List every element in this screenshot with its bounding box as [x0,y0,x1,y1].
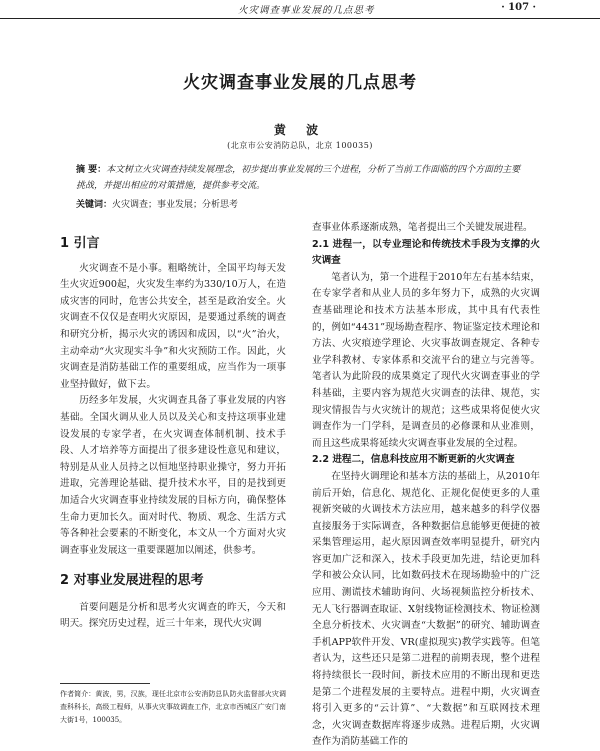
left-column [60,222,286,633]
footnote-divider [60,683,150,684]
keywords-label: 关键词： [76,200,113,210]
author-footnote: 作者简介：黄波，男，汉族，现任北京市公安消防总队防火监督部火灾调查科科长，高级工程师，从事火灾事故调查工作，北京市西城区广安门南大街1号，100035。 [60,690,286,724]
section-heading-introduction: 1 引言 [60,236,100,251]
abstract-label: 摘 要： [76,165,107,175]
section-heading-development: 2 对事业发展进程的思考 [60,573,204,589]
subsection-heading: 2.2 进程二，信息科技应用不断更新的火灾调查 [312,454,515,466]
author-affiliation: (北京市公安消防总队，北京 100035) [227,141,373,150]
paragraph: 查事业体系逐渐成熟，笔者提出三个关键发展进程。 [312,222,533,233]
page-number: · 107 · [501,2,536,13]
subsection-heading: 2.1 进程一，以专业理论和传统技术手段为支撑的火灾调查 [312,238,540,267]
paragraph: 火灾调查不是小事。粗略统计，全国平均每天发生火灾近900起，火灾发生率约为330/10万人，在造成灾害的同时，危害公共安全，甚至是政治安全。火灾调查不仅仅是查明火灾原因，是要通过系统的调查和研究分析，揭示火灾的诱因和成因，以“火”治火，主动牵动“火灾现实斗争”和火灾预防工作。因此，火灾调查是消防基础工作的重要组成，应当作为一项事业坚持做好，做下去。 [60,262,286,390]
running-header [0,0,600,19]
abstract-text: 本文树立火灾调查持续发展理念，初步提出事业发展的三个进程，分析了当前工作面临的四个方面的主要挑战，并提出相应的对策措施，提供参考交流。 [76,165,521,191]
paragraph: 笔者认为，第一个进程于2010年左右基本结束，在专家学者和从业人员的多年努力下，成熟的火灾调查基础理论和技术方法基本形成，其中具有代表性的，例如“4431”现场勘查程序、物证鉴定技术理论和方法、火灾痕迹学理论、火灾事故调查规定、各种专业学科教材、专家体系和交流平台的建立与完善等。笔者认为此阶段的成果奠定了现代火灾调查事业的学科基础，主要内容为规范火灾调查的法律、规范，实现灾情报告与火灾统计的规范；这些成果将促使火灾调查作为一门学科，是调查员的必修课和从业准则，而且这些成果将延续火灾调查事业发展的全过程。 [312,271,540,449]
abstract [76,162,524,194]
right-column [312,220,540,751]
keywords [76,197,524,213]
paragraph: 在坚持火调理论和基本方法的基础上，从2010年前后开始，信息化、规范化、正规化促使更多的人重视新突破的火调技术方法应用，越来越多的科学仪器直接服务于实际调查，各种数据信息能够更便捷的被采集管理运用，起火原因调查效率明显提升，研究内容更加广泛和深入，技术手段更加先进，结论更加科学和被公众认同，比如数码技术在现场勘验中的广泛应用、测谎技术辅助询问、火场视频监控分析技术、无人飞行器调查取证、X射线物证检测技术、物证检测全息分析技术、火灾调查“大数据”的研究、辅助调查手机APP软件开发、VR(虚拟现实)教学实践等。但笔者认为，这些还只是第二进程的前期表现，整个进程将持续很长一段时间，新技术应用的不断出现和更迭是第二个进程发展的主要特点。进程中期，火灾调查将引入更多的“云计算”、“大数据”和互联网技术理念，火灾调查数据库将逐步成熟。进程后期，火灾调查作为消防基础工作的 [312,470,540,748]
author-name: 黄 波 [273,123,327,137]
keywords-text: 火灾调查；事业发展；分析思考 [112,200,239,210]
paragraph: 首要问题是分析和思考火灾调查的昨天，今天和明天。探究历史过程，近三十年来，现代火灾调 [60,601,286,630]
running-title: 火灾调查事业发展的几点思考 [238,5,375,16]
paper-title: 火灾调查事业发展的几点思考 [183,73,417,93]
paragraph: 历经多年发展，火灾调查具备了事业发展的内容基础。全国火调从业人员以及关心和支持这项事业建设发展的专家学者，在火灾调查体制机制、技术手段、人才培养等方面提出了很多建设性意见和建议，特别是从业人员持之以恒地坚持职业操守，努力开拓进取，完善理论基础、提升技术水平，目的是找到更加适合火灾调查事业持续发展的目标方向，确保整体生命力更加长久。面对时代、物质、观念、生活方式等各种社会要素的不断变化，本文从一个方面对火灾调查事业发展这一重要课题加以阐述，供参考。 [60,395,286,556]
